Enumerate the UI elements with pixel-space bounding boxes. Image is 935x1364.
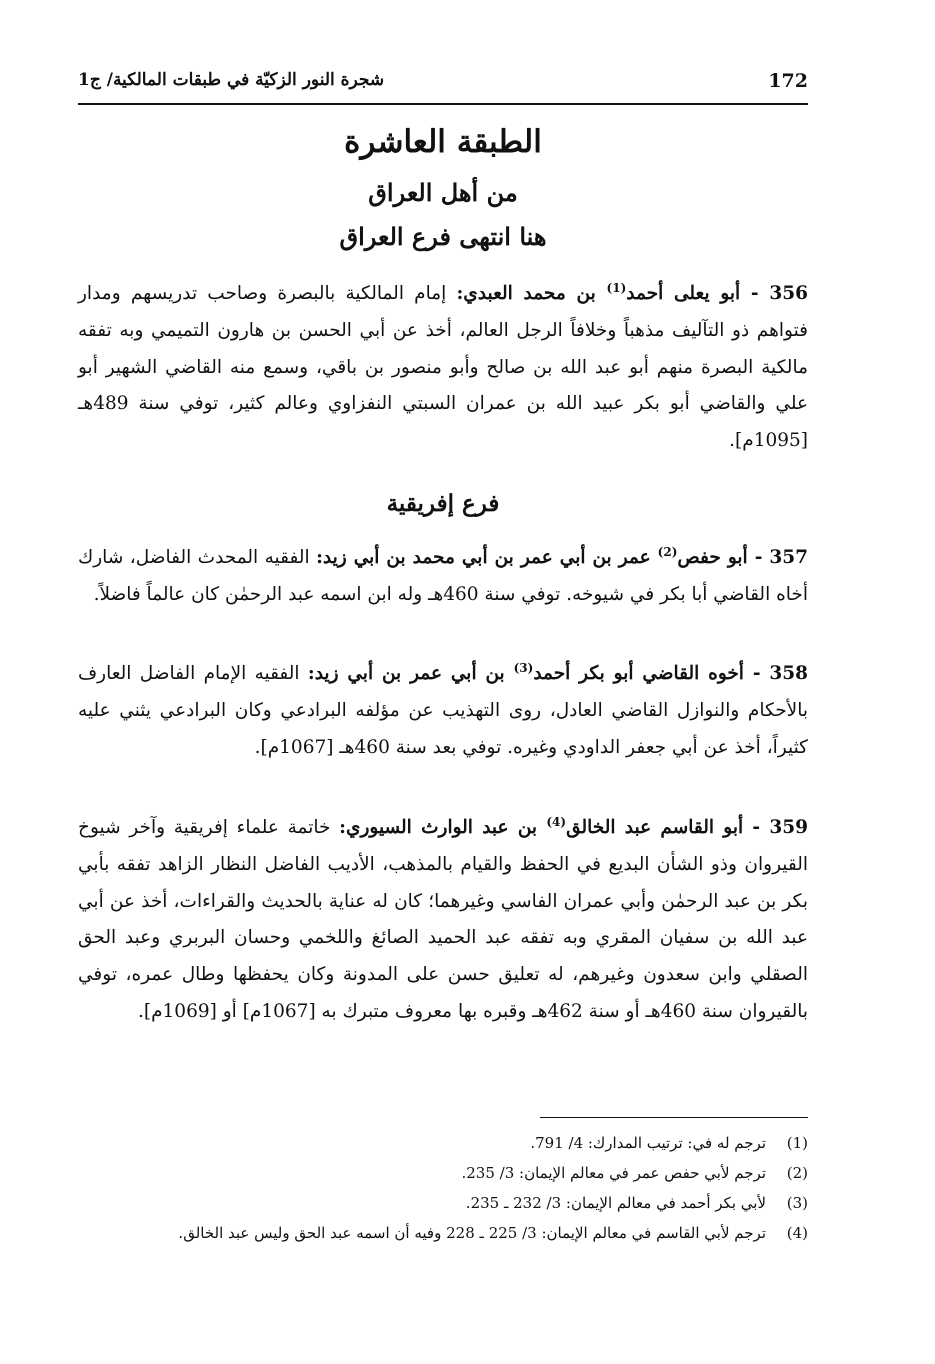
entry-heading [339,814,808,838]
entry-name: 356 - أبو يعلى أحمد [626,283,808,304]
entry-357 [78,540,808,614]
footnote-item [78,1188,808,1218]
entry-356 [78,276,808,460]
chapter-title: الطبقة العاشرة [344,124,542,160]
header-rule [78,103,808,105]
page-number: 172 [768,70,808,92]
chapter-subtitle: من أهل العراق [368,178,518,207]
footnote-number: (3) [786,1194,808,1212]
footnote-item [78,1218,808,1248]
entry-text: خاتمة علماء إفريقية وآخر شيوخ القيروان وذو الشأن البديع في الحفظ والقيام بالمذهب، الأديب الفاضل النظار الزاهد تفقه بأبي بكر بن عبد الرحمٰن وأبي عمران الفاسي وغيرهما؛ كان له عناية بالحديث والقراءات، أخذ عن أبي عبد الله بن سفيان المقري وبه تفقه عبد الحميد الصائغ واللخمي وحسان البربري وعبد الحق الصقلي وابن سعدون وغيرهم، له تعليق حسن على المدونة وكان يحفظها وطال عمره، توفي بالقيروان سنة 460هـ أو سنة 462هـ وقبره بها معروف متبرك به [1067م] أو [1069م]. [78,817,808,1022]
entry-name: 359 - أبو القاسم عبد الخالق [566,817,808,838]
footnote-number: (1) [786,1134,808,1152]
running-title: شجرة النور الزكيّة في طبقات المالكية/ ج1 [78,70,385,90]
section-heading: فرع إفريقية [386,490,500,517]
footnote-text: ترجم له في: ترتيب المدارك: 4/ 791. [530,1134,766,1152]
entry-text: إمام المالكية بالبصرة وصاحب تدريسهم ومدار فتواهم ذو التآليف مذهباً وخلافاً الرجل العالم، أخذ عن أبي الحسن بن هارون التميمي وبه تفقه مالكية البصرة منهم أبو عبد الله بن صالح وأبو منصور بن باقي، وسمع منه القاضي الشهير أبو علي والقاضي أبو بكر عبيد الله بن عمران السبتي النفزاوي وعالم كثير، توفي سنة 489هـ [1095م]. [78,283,808,452]
footnote-text: ترجم لأبي حفص عمر في معالم الإيمان: 3/ 235. [461,1164,766,1182]
footnote-ref[interactable]: (1) [606,280,627,295]
footnote-ref[interactable]: (3) [513,660,534,675]
entry-heading [307,660,809,684]
footnote-text: لأبي بكر أحمد في معالم الإيمان: 3/ 232 ـ 235. [465,1194,766,1212]
entry-heading [456,280,808,304]
entry-text: الفقيه الإمام الفاضل العارف بالأحكام والنوازل القاضي العادل، روى التهذيب عن مؤلفه البرادعي وكان البرادعي يثني عليه كثيراً، أخذ عن أبي جعفر الداودي وغيره. توفي بعد سنة 460هـ [1067م]. [78,663,808,758]
footnote-ref[interactable]: (4) [546,814,567,829]
footnote-ref[interactable]: (2) [657,544,678,559]
entry-name-rest: بن أبي عمر بن أبي زيد: [307,663,514,684]
chapter-note: هنا انتهى فرع العراق [339,222,547,251]
footnote-number: (2) [786,1164,808,1182]
entry-name-rest: بن محمد العبدي: [456,283,607,304]
footnote-rule [540,1117,808,1118]
footnote-number: (4) [786,1224,808,1242]
entry-name: 358 - أخوه القاضي أبو بكر أحمد [533,663,809,684]
entry-heading [316,544,808,568]
entry-name-rest: عمر بن أبي عمر بن أبي محمد بن أبي زيد: [316,547,658,568]
entry-name: 357 - أبو حفص [677,547,808,568]
footnote-item [78,1158,808,1188]
page-header [78,66,808,100]
entry-359 [78,810,808,1031]
footnotes [78,1128,808,1248]
footnote-text: ترجم لأبي القاسم في معالم الإيمان: 3/ 225 ـ 228 وفيه أن اسمه عبد الحق وليس عبد الخالق. [178,1224,766,1242]
entry-358 [78,656,808,766]
footnote-item [78,1128,808,1158]
entry-text: الفقيه المحدث الفاضل، شارك أخاه القاضي أبا بكر في شيوخه. توفي سنة 460هـ وله ابن اسمه عبد الرحمٰن كان عالماً فاضلاً. [78,547,808,605]
entry-name-rest: بن عبد الوارث السيوري: [339,817,547,838]
